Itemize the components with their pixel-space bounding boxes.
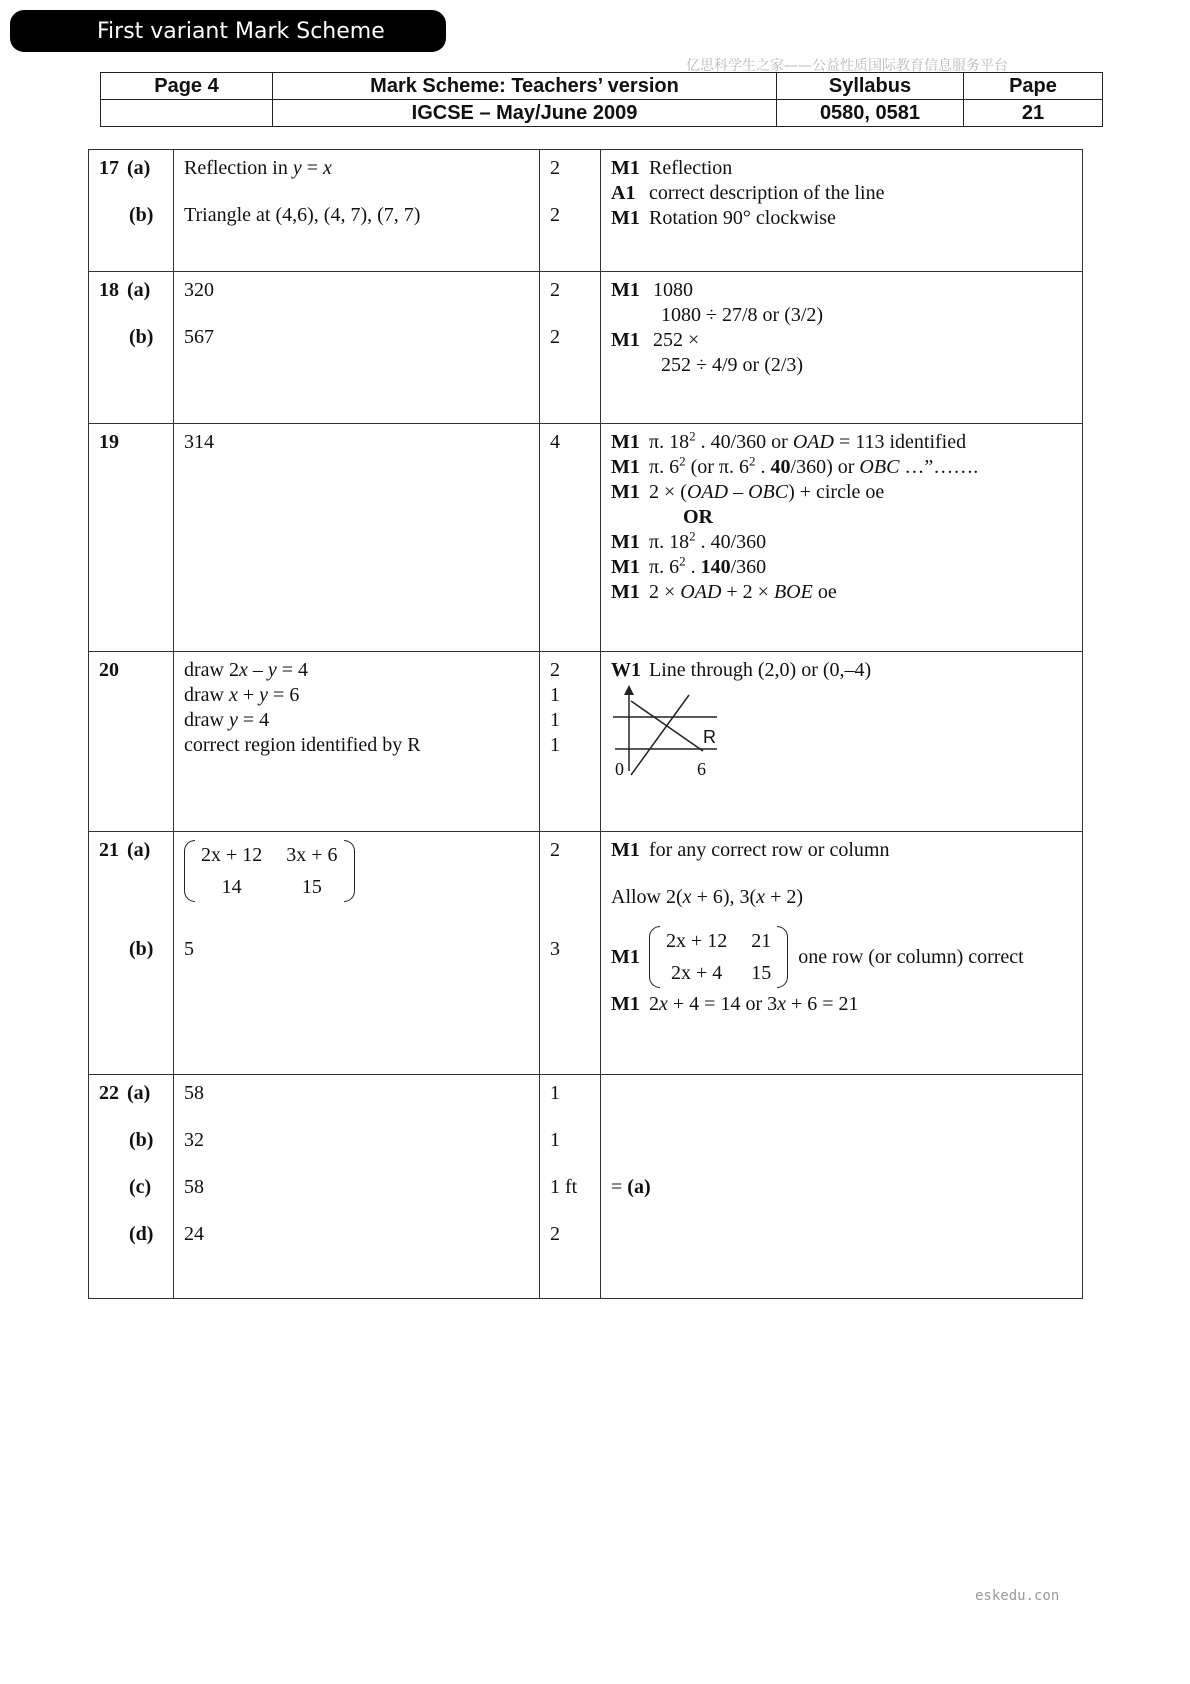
region-label-r: R [703, 727, 716, 747]
region-sketch [611, 683, 731, 783]
question-number: 21 (a) (b) [89, 832, 174, 1075]
question-number: 19 [89, 424, 174, 652]
answer: 314 [174, 424, 540, 652]
banner-text: First variant Mark Scheme [97, 18, 385, 44]
comments: M1 1080 1080 ÷ 27/8 or (3/2) M1 252 × 252 ÷ 4/9 or (2/3) [601, 272, 1083, 424]
matrix-answer: 2x + 12 3x + 6 14 15 [184, 840, 355, 902]
table-row [89, 1075, 1083, 1299]
question-number: 20 [89, 652, 174, 832]
answer: draw 2x – y = 4 draw x + y = 6 draw y = 4 correct region identified by R [174, 652, 540, 832]
comments: = (a) [601, 1075, 1083, 1299]
marks: 2 1 1 1 [540, 652, 601, 832]
line-x-y-6 [631, 701, 703, 751]
header-exam: IGCSE – May/June 2009 [273, 100, 777, 127]
matrix-method: 2x + 12 21 2x + 4 15 [649, 926, 788, 988]
x-tick-6: 6 [697, 759, 706, 779]
header-syllabus: 0580, 0581 [777, 100, 964, 127]
marks: 4 [540, 424, 601, 652]
origin-label: 0 [615, 759, 624, 779]
question-number: 18 (a) (b) [89, 272, 174, 424]
table-row [89, 272, 1083, 424]
marks: 2 2 [540, 272, 601, 424]
table-row [89, 832, 1083, 1075]
comments: W1 Line through (2,0) or (0,–4) R 0 6 [601, 652, 1083, 832]
comments: M1 for any correct row or column Allow 2(x + 6), 3(x + 2) M1 2x + 12 21 2x + 4 15 one row (or column) correct M1 2x + 4 = 14 or 3x + 6 = 21 [601, 832, 1083, 1075]
header-table [100, 72, 1103, 127]
comments: M1 Reflection A1 correct description of the line M1 Rotation 90° clockwise [601, 150, 1083, 272]
table-row [89, 652, 1083, 832]
y-axis-arrow [624, 685, 634, 695]
marks: 2 3 [540, 832, 601, 1075]
watermark-top: 亿思科学生之家——公益性质国际教育信息服务平台 [686, 58, 1008, 74]
answer: 320 567 [174, 272, 540, 424]
header-blank [101, 100, 273, 127]
table-row [89, 150, 1083, 272]
mark-scheme-table [88, 149, 1083, 1299]
banner [10, 10, 446, 52]
header-syllabus-label: Syllabus [777, 73, 964, 100]
answer: 58 32 58 24 [174, 1075, 540, 1299]
marks: 1 1 1 ft 2 [540, 1075, 601, 1299]
question-number: 22 (a) (b) (c) (d) [89, 1075, 174, 1299]
watermark-bottom: eskedu.con [975, 1588, 1060, 1604]
comments: M1 π. $18^2$ . 40/360 or OAD = 113 identified M1 π. $6^2$ (or π. $6^2$ . 40/360) or OBC …”……. M1 2 × (OAD – OBC) + circle oe OR M1 π. $18^2$ . 40/360 M1 π. $6^2$ . 140/360 M1 2 × OAD + 2 × BOE oe [601, 424, 1083, 652]
question-number: 17 (a) (b) [89, 150, 174, 272]
header-paper-label: Pape [964, 73, 1103, 100]
table-row [89, 424, 1083, 652]
header-page: Page 4 [101, 73, 273, 100]
marks: 2 2 [540, 150, 601, 272]
header-paper: 21 [964, 100, 1103, 127]
answer: Reflection in y = x Triangle at (4,6), (4, 7), (7, 7) [174, 150, 540, 272]
answer: 2x + 12 3x + 6 14 15 5 [174, 832, 540, 1075]
header-title: Mark Scheme: Teachers’ version [273, 73, 777, 100]
